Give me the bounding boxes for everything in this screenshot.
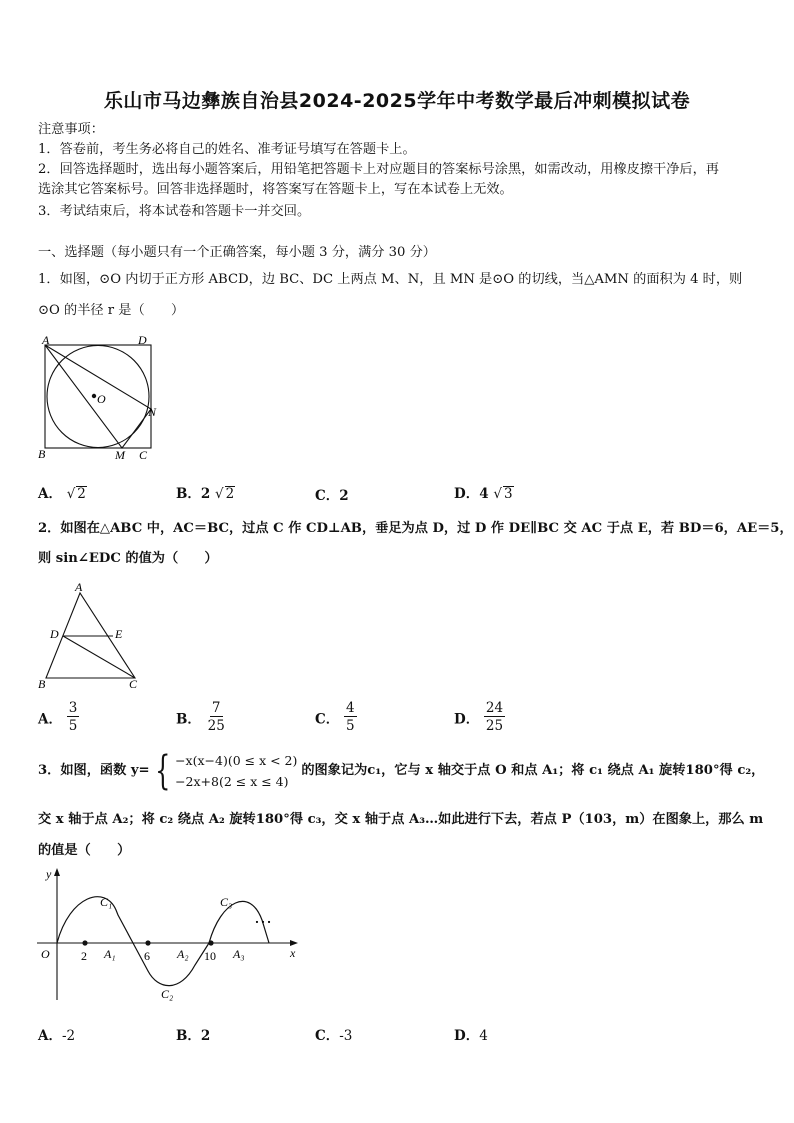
q3-label-c3: C₃ [220, 895, 233, 909]
q2-option-b[interactable]: B． $\frac{7}{25}$ [176, 700, 225, 734]
q3-tick-10: 10 [204, 949, 216, 963]
page-title: 乐山市马边彝族自治县2024-2025学年中考数学最后冲刺模拟试卷 [103, 90, 691, 112]
q3-tick-dot-10 [208, 940, 213, 945]
q1-label-n: N [148, 405, 157, 419]
section-heading: 一、选择题（每小题只有一个正确答案，每小题 3 分，满分 30 分） [38, 245, 436, 260]
q1-stem-line1: 1．如图，⊙O 内切于正方形 ABCD，边 BC、DC 上两点 M、N，且 MN 是⊙O 的切线，当△AMN 的面积为 4 时，则 [38, 272, 743, 287]
q2-stem-line2: 则 sin∠EDC 的值为（ ） [38, 551, 218, 566]
notice-item-1: 1．答卷前，考生务必将自己的姓名、准考证号填写在答题卡上。 [38, 142, 416, 157]
q3-label-y: y [46, 867, 52, 881]
q1-option-a[interactable]: A． √ 2 [38, 486, 86, 502]
q3-option-b[interactable]: B．2 [176, 1028, 211, 1044]
q3-piecewise: { −x(x−4)(0 ≤ x < 2) −2x+8(2 ≤ x ≤ 4) [154, 748, 298, 794]
q3-stem-line1 [38, 750, 764, 792]
q1-option-d[interactable]: D．4 √ 3 [454, 486, 513, 502]
notice-heading: 注意事项： [38, 122, 104, 137]
notice-item-2-cont: 选涂其它答案标号。回答非选择题时，将答案写在答题卡上，写在本试卷上无效。 [38, 182, 513, 197]
q3-stem-line3: 的值是（ ） [38, 843, 131, 858]
q3-y-arrow [54, 868, 60, 876]
q1-label-b: B [38, 447, 46, 461]
q3-tick-2: 2 [81, 949, 87, 963]
q2-label-c: C [129, 677, 138, 691]
q2-option-d[interactable]: D． $\frac{24}{25}$ [454, 700, 504, 734]
q3-tick-6: 6 [144, 949, 150, 963]
q3-suffix: 的图象记为c₁，它与 x 轴交于点 O 和点 A₁；将 c₁ 绕点 A₁ 旋转180°得 c₂， [301, 763, 765, 778]
q2-option-c[interactable]: C． $\frac{4}{5}$ [315, 700, 355, 734]
q1-label-c: C [139, 448, 148, 462]
q1-label-d: D [138, 333, 147, 347]
notice-item-3: 3．考试结束后，将本试卷和答题卡一并交回。 [38, 204, 311, 219]
q3-case-1: −x(x−4)(0 ≤ x < 2) [175, 753, 298, 768]
q1-label-m: M [115, 448, 125, 462]
q3-curve-c1 [57, 897, 133, 943]
q2-segment-cd [63, 636, 135, 678]
q2-label-b: B [38, 677, 46, 691]
q2-label-e: E [115, 627, 123, 641]
q3-label-a3: A₃ [233, 947, 245, 961]
q2-stem-line1: 2．如图在△ABC 中，AC＝BC，过点 C 作 CD⊥AB，垂足为点 D，过 D 作 DE∥BC 交 AC 于点 E，若 BD＝6，AE＝5， [38, 521, 793, 536]
q3-continuation-dots: … [254, 907, 272, 927]
q3-tick-dot-6 [145, 940, 150, 945]
q3-label-o: O [41, 947, 50, 961]
q3-label-a1: A₁ [104, 947, 116, 961]
q1-label-a: A [42, 333, 50, 347]
q1-option-b[interactable]: B．2 √ 2 [176, 486, 235, 502]
q3-graph [30, 865, 310, 1005]
q3-option-a[interactable]: A．-2 [38, 1028, 76, 1044]
q3-option-c[interactable]: C．-3 [315, 1028, 353, 1044]
q2-figure [30, 578, 150, 693]
notice-item-2: 2．回答选择题时，选出每小题答案后，用铅笔把答题卡上对应题目的答案标号涂黑，如需改动，用橡皮擦干净后，再 [38, 162, 719, 177]
q2-label-d: D [50, 627, 59, 641]
q3-label-c1: C₁ [100, 895, 113, 909]
q3-tick-dot-2 [82, 940, 87, 945]
q3-option-d[interactable]: D．4 [454, 1028, 488, 1044]
q3-label-x: x [290, 946, 296, 960]
q3-stem-line2: 交 x 轴于点 A₂；将 c₂ 绕点 A₂ 旋转180°得 c₃，交 x 轴于点 A₃…如此进行下去，若点 P（103，m）在图象上，那么 m [38, 812, 764, 827]
q1-center-dot [92, 394, 96, 398]
q3-case-2: −2x+8(2 ≤ x ≤ 4) [175, 774, 289, 789]
q3-label-c2: C₂ [161, 987, 174, 1001]
q2-label-a: A [75, 580, 83, 594]
q1-option-c[interactable]: C．2 [315, 488, 349, 504]
q1-stem-line2: ⊙O 的半径 r 是（ ） [38, 303, 185, 318]
q1-label-o: O [97, 392, 106, 406]
q3-label-a2: A₂ [177, 947, 189, 961]
q1-figure [30, 330, 170, 465]
q3-prefix: 3．如图，函数 y= [38, 763, 150, 778]
q2-option-a[interactable]: A． $\frac{3}{5}$ [38, 700, 78, 734]
